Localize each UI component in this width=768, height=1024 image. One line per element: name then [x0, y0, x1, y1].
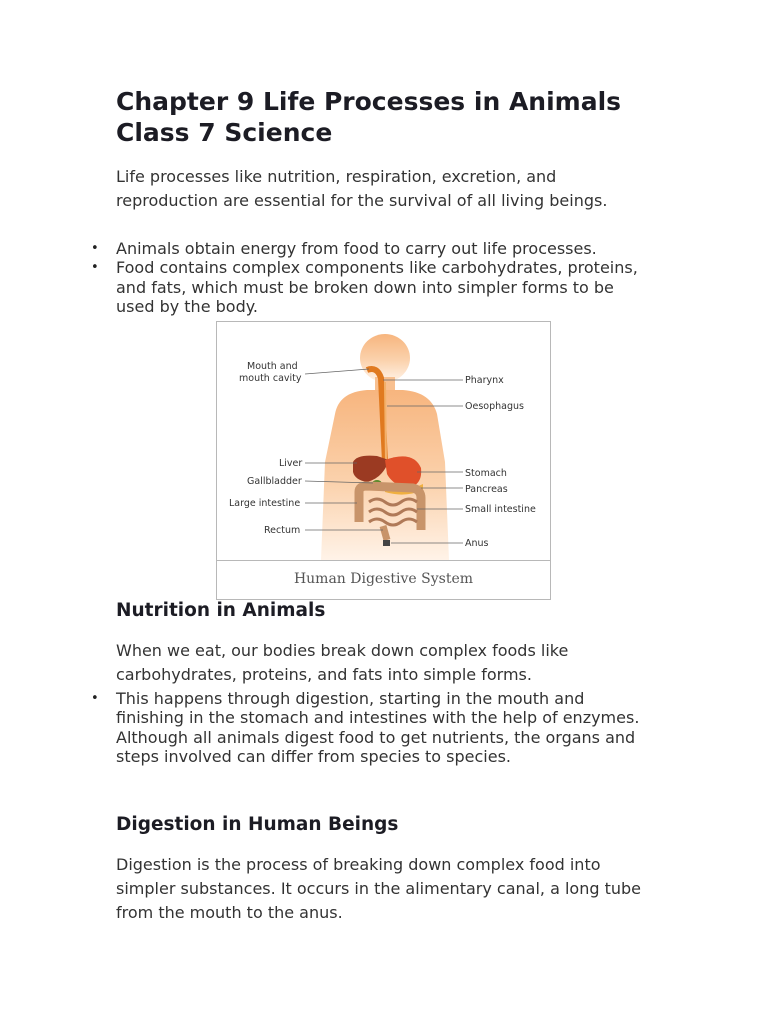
digestive-system-figure [216, 321, 551, 600]
anus-shape [383, 540, 390, 546]
figure-caption: Human Digestive System [217, 560, 550, 599]
list-item: • Food contains complex components like carbohydrates, proteins, and fats, which must be broken down into simpler forms to be used by the body. [91, 258, 638, 316]
bullet-icon: • [91, 260, 99, 276]
list-item: • This happens through digestion, starting in the mouth and finishing in the stomach and intestines with the help of enzymes. Although all animals digest food to get nutrients, the organs and steps involved can differ from species to species. [91, 689, 640, 766]
label-liver: Liver [279, 458, 303, 469]
label-pancreas: Pancreas [465, 484, 508, 495]
label-mouth: Mouth and [247, 361, 298, 372]
label-mouth-cavity: mouth cavity [239, 373, 302, 384]
rectum-shape [383, 526, 387, 540]
label-gallbladder: Gallbladder [247, 476, 302, 487]
digestive-system-diagram [217, 322, 550, 560]
bullet-list-nutrition [91, 689, 644, 766]
label-stomach: Stomach [465, 468, 507, 479]
heading-digestion: Digestion in Human Beings [116, 814, 399, 835]
label-small-intestine: Small intestine [465, 504, 536, 515]
list-item: • Animals obtain energy from food to carry out life processes. [91, 239, 597, 258]
nutrition-paragraph: When we eat, our bodies break down complex foods like carbohydrates, proteins, and fats into simple forms. [116, 641, 569, 684]
page-title: Chapter 9 Life Processes in Animals Class 7 Science [116, 87, 622, 147]
intro-paragraph: Life processes like nutrition, respiration, excretion, and reproduction are essential for the survival of all living beings. [116, 167, 608, 210]
heading-nutrition: Nutrition in Animals [116, 600, 326, 621]
label-rectum: Rectum [264, 525, 301, 536]
bullet-icon: • [91, 241, 99, 256]
label-large-intestine: Large intestine [229, 498, 301, 509]
bullet-icon: • [91, 691, 99, 706]
label-anus: Anus [465, 538, 489, 549]
bullet-list-intro [91, 239, 644, 316]
digestion-paragraph: Digestion is the process of breaking down complex food into simpler substances. It occurs in the alimentary canal, a long tube from the mouth to the anus. [116, 855, 641, 922]
label-oesophagus: Oesophagus [465, 401, 524, 412]
label-pharynx: Pharynx [465, 375, 504, 386]
